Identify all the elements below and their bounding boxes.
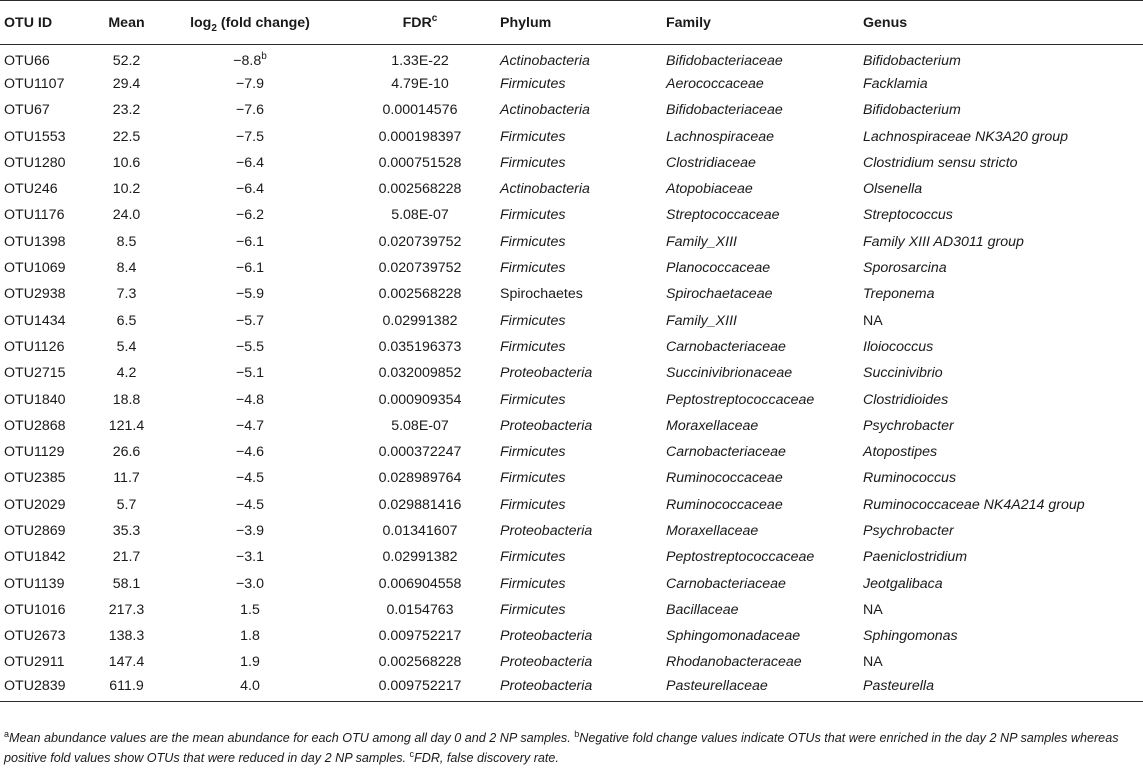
cell-phylum: Firmicutes	[500, 575, 566, 592]
cell-fdr: 0.029881416	[378, 496, 462, 513]
footnote-a-text: Mean abundance values are the mean abundance for each OTU among all day 0 and 2 NP samples.	[9, 731, 575, 745]
cell-mean: 5.4	[116, 338, 137, 355]
cell-fdr: 0.009752217	[378, 628, 462, 645]
cell-otu-id: OTU1129	[4, 444, 65, 461]
table-row	[0, 123, 1143, 149]
cell-genus: NA	[863, 601, 883, 618]
cell-fdr: 0.002568228	[378, 181, 462, 198]
cell-mean: 52.2	[112, 52, 141, 69]
cell-family: Spirochaetaceae	[666, 286, 773, 303]
table-row	[0, 386, 1143, 412]
cell-log2-fold-change: 1.8	[240, 628, 260, 645]
cell-phylum: Firmicutes	[500, 601, 566, 618]
cell-log2-fold-change: −6.2	[235, 207, 264, 224]
cell-mean: 10.6	[112, 154, 141, 171]
cell-family: Sphingomonadaceae	[666, 628, 801, 645]
cell-family: Family_XIII	[666, 312, 737, 329]
cell-family: Aerococcaceae	[666, 75, 764, 92]
cell-mean: 35.3	[112, 522, 141, 539]
cell-fdr: 0.02991382	[382, 312, 458, 329]
cell-genus: Succinivibrio	[863, 365, 943, 382]
cell-log2-fold-change: 4.0	[160, 676, 340, 702]
header-phylum: Phylum	[500, 1, 666, 45]
footnote-c-mark: c	[409, 749, 415, 759]
table-row	[0, 413, 1143, 439]
cell-log2-fold-change: −6.1	[235, 260, 264, 277]
cell-phylum: Firmicutes	[500, 312, 566, 329]
cell-family: Succinivibrionaceae	[666, 365, 793, 382]
cell-mean: 121.4	[108, 417, 145, 434]
table-row	[0, 465, 1143, 491]
cell-phylum: Proteobacteria	[500, 365, 593, 382]
cell-phylum: Proteobacteria	[500, 628, 593, 645]
cell-mean: 7.3	[116, 286, 137, 303]
cell-phylum: Firmicutes	[500, 470, 566, 487]
footnote-b-mark: b	[574, 729, 580, 739]
cell-fdr: 4.79E-10	[391, 75, 449, 92]
cell-fdr: 1.33E-22	[391, 52, 449, 69]
cell-genus: Ruminococcaceae NK4A214 group	[863, 496, 1085, 513]
cell-genus: Streptococcus	[863, 207, 953, 224]
cell-fdr: 0.020739752	[378, 260, 462, 277]
cell-mean: 147.4	[108, 654, 145, 671]
cell-otu-id: OTU66	[4, 52, 50, 69]
cell-mean: 10.2	[112, 181, 141, 198]
cell-genus: Treponema	[863, 286, 935, 303]
cell-family: Carnobacteriaceae	[666, 575, 786, 592]
cell-genus: NA	[863, 654, 883, 671]
cell-otu-id: OTU1842	[4, 549, 66, 566]
cell-log2-fold-change: −3.1	[235, 549, 264, 566]
cell-family: Clostridiaceae	[666, 154, 756, 171]
cell-genus: Bifidobacterium	[863, 52, 961, 69]
cell-otu-id: OTU1176	[4, 207, 65, 224]
cell-phylum: Proteobacteria	[500, 676, 666, 702]
cell-otu-id: OTU1139	[4, 575, 65, 592]
cell-log2-fold-change: −3.9	[235, 522, 264, 539]
cell-otu-id: OTU2673	[4, 628, 66, 645]
cell-phylum: Firmicutes	[500, 207, 566, 224]
table-row	[0, 229, 1143, 255]
footnote-mark: b	[261, 50, 267, 62]
cell-phylum: Actinobacteria	[500, 181, 590, 198]
cell-genus: Ilοiococcus	[863, 338, 934, 355]
cell-log2-fold-change: −5.5	[235, 338, 264, 355]
footnote-a-mark: a	[4, 729, 10, 739]
cell-genus: Bifidobacterium	[863, 102, 961, 119]
table-row	[0, 649, 1143, 675]
cell-mean: 8.5	[116, 233, 137, 250]
header-genus: Genus	[863, 1, 1143, 45]
cell-otu-id: OTU1016	[4, 601, 66, 618]
cell-family: Moraxellaceae	[666, 522, 759, 539]
cell-family: Bifidobacteriaceae	[666, 52, 783, 69]
cell-mean: 217.3	[108, 601, 145, 618]
cell-log2-fold-change: −4.8	[235, 391, 264, 408]
cell-phylum: Firmicutes	[500, 260, 566, 277]
cell-otu-id: OTU1069	[4, 260, 66, 277]
cell-phylum: Firmicutes	[500, 391, 566, 408]
cell-log2-fold-change	[160, 45, 340, 71]
cell-family: Carnobacteriaceae	[666, 338, 786, 355]
table-row	[0, 492, 1143, 518]
table-row	[0, 334, 1143, 360]
cell-phylum: Proteobacteria	[500, 522, 593, 539]
table-row	[0, 439, 1143, 465]
cell-log2-fold-change: −6.4	[235, 154, 264, 171]
cell-mean: 26.6	[112, 444, 141, 461]
cell-otu-id: OTU2868	[4, 417, 66, 434]
table-row	[0, 45, 1143, 71]
cell-family: Carnobacteriaceae	[666, 444, 786, 461]
cell-otu-id: OTU2385	[4, 470, 66, 487]
cell-genus: Paeniclostridium	[863, 549, 968, 566]
cell-phylum: Firmicutes	[500, 233, 566, 250]
cell-log2-fold-change: −5.1	[235, 365, 264, 382]
cell-log2-fold-change: −5.9	[235, 286, 264, 303]
cell-log2-fold-change: −7.6	[235, 102, 264, 119]
table-row	[0, 255, 1143, 281]
cell-family: Bifidobacteriaceae	[666, 102, 783, 119]
cell-otu-id: OTU2911	[4, 654, 65, 671]
cell-genus: Ruminococcus	[863, 470, 957, 487]
cell-otu-id: OTU1553	[4, 128, 66, 145]
cell-fdr: 0.00014576	[382, 102, 458, 119]
cell-family: Streptococcaceae	[666, 207, 780, 224]
cell-fdr: 0.002568228	[378, 654, 462, 671]
cell-fdr: 0.028989764	[378, 470, 462, 487]
cell-genus: Facklamia	[863, 75, 928, 92]
table-row	[0, 518, 1143, 544]
cell-phylum: Actinobacteria	[500, 52, 590, 69]
cell-fdr: 0.000372247	[378, 444, 462, 461]
header-fdr-label: FDR	[402, 14, 432, 31]
cell-mean: 4.2	[116, 365, 137, 382]
header-mean: Mean	[93, 1, 160, 45]
table-row	[0, 676, 1143, 702]
cell-fdr: 0.032009852	[378, 365, 462, 382]
cell-log2-fold-change: −6.4	[235, 181, 264, 198]
cell-log2-fold-change: −7.9	[235, 75, 264, 92]
cell-otu-id: OTU246	[4, 181, 58, 198]
cell-otu-id: OTU1398	[4, 233, 66, 250]
cell-otu-id: OTU2029	[4, 496, 66, 513]
cell-log2-fold-change: −4.5	[235, 496, 264, 513]
table-row	[0, 360, 1143, 386]
cell-otu-id: OTU2839	[0, 676, 93, 702]
cell-phylum: Firmicutes	[500, 154, 566, 171]
cell-otu-id: OTU1107	[4, 75, 65, 92]
cell-genus: Psychrobacter	[863, 522, 954, 539]
cell-genus: Sphingomonas	[863, 628, 958, 645]
table-body	[0, 45, 1143, 702]
cell-family: Ruminococcaceae	[666, 496, 783, 513]
cell-mean: 138.3	[108, 628, 145, 645]
cell-genus: Lachnospiraceae NK3A20 group	[863, 128, 1069, 145]
cell-otu-id: OTU1280	[4, 154, 66, 171]
cell-family: Peptostreptococcaceae	[666, 549, 815, 566]
header-log2-fold-change	[160, 1, 340, 45]
cell-phylum: Firmicutes	[500, 75, 566, 92]
cell-mean: 6.5	[116, 312, 137, 329]
cell-family: Lachnospiraceae	[666, 128, 775, 145]
table-row	[0, 71, 1143, 97]
cell-mean: 5.7	[116, 496, 137, 513]
cell-log2-fold-change: −4.5	[235, 470, 264, 487]
cell-fdr: 5.08E-07	[391, 417, 449, 434]
cell-genus: Clostridium sensu stricto	[863, 154, 1018, 171]
cell-fdr: 0.006904558	[378, 575, 462, 592]
cell-mean: 8.4	[116, 260, 137, 277]
cell-log2-fold-change: −3.0	[235, 575, 264, 592]
header-family: Family	[666, 1, 863, 45]
footnote-c-text: FDR, false discovery rate.	[414, 751, 559, 765]
cell-mean: 23.2	[112, 102, 141, 119]
cell-otu-id: OTU1126	[4, 338, 65, 355]
cell-fdr: 0.035196373	[378, 338, 462, 355]
cell-fdr: 5.08E-07	[391, 207, 449, 224]
cell-mean: 24.0	[112, 207, 141, 224]
cell-otu-id: OTU2715	[4, 365, 66, 382]
cell-phylum: Firmicutes	[500, 444, 566, 461]
cell-family: Planococcaceae	[666, 260, 771, 277]
cell-family: Rhodanobacteraceae	[666, 654, 802, 671]
cell-genus: NA	[863, 312, 883, 329]
cell-phylum: Firmicutes	[500, 338, 566, 355]
table-row	[0, 176, 1143, 202]
cell-fdr: 0.002568228	[378, 286, 462, 303]
cell-family: Ruminococcaceae	[666, 470, 783, 487]
cell-mean: 58.1	[112, 575, 141, 592]
cell-otu-id: OTU1434	[4, 312, 66, 329]
cell-phylum: Spirochaetes	[500, 286, 583, 303]
table-row	[0, 307, 1143, 333]
cell-log2-fold-change: −7.5	[235, 128, 264, 145]
cell-log2-fold-change: −4.6	[235, 444, 264, 461]
cell-fdr: 0.0154763	[386, 601, 454, 618]
cell-mean: 18.8	[112, 391, 141, 408]
cell-fdr: 0.000751528	[378, 154, 462, 171]
cell-fdr: 0.020739752	[378, 233, 462, 250]
cell-fdr: 0.01341607	[382, 522, 458, 539]
cell-otu-id: OTU67	[4, 102, 50, 119]
cell-mean: 21.7	[112, 549, 141, 566]
cell-fdr: 0.02991382	[382, 549, 458, 566]
table-row	[0, 202, 1143, 228]
cell-genus: Clostridioides	[863, 391, 949, 408]
cell-mean: 29.4	[112, 75, 141, 92]
header-log2-subscript: 2	[211, 22, 217, 34]
cell-family: Pasteurellaceae	[666, 676, 863, 702]
cell-mean: 11.7	[113, 470, 140, 487]
cell-phylum: Actinobacteria	[500, 102, 590, 119]
cell-phylum: Firmicutes	[500, 549, 566, 566]
header-otu-id: OTU ID	[0, 1, 93, 45]
table-row	[0, 97, 1143, 123]
cell-otu-id: OTU2938	[4, 286, 66, 303]
cell-log2-fold-change: −6.1	[235, 233, 264, 250]
cell-fdr: 0.000198397	[378, 128, 462, 145]
header-fdr-footnote-mark: c	[431, 12, 438, 24]
cell-family: Family_XIII	[666, 233, 737, 250]
cell-otu-id: OTU1840	[4, 391, 66, 408]
cell-genus: Atopostipes	[863, 444, 938, 461]
table-row	[0, 281, 1143, 307]
table-row	[0, 544, 1143, 570]
cell-fdr: 0.009752217	[340, 676, 500, 702]
cell-fdr: 0.000909354	[378, 391, 462, 408]
table-footnotes	[4, 729, 1138, 769]
cell-otu-id: OTU2869	[4, 522, 66, 539]
cell-log2-value: −8.8	[233, 52, 262, 69]
table-row	[0, 623, 1143, 649]
cell-log2-fold-change: −4.7	[235, 417, 264, 434]
cell-log2-fold-change: 1.5	[240, 601, 260, 618]
cell-phylum: Proteobacteria	[500, 654, 593, 671]
cell-family: Bacillaceae	[666, 601, 739, 618]
table-row	[0, 570, 1143, 596]
cell-genus: Jeotgalibaca	[863, 575, 943, 592]
table-row	[0, 597, 1143, 623]
footnote-b-text: Negative fold change values indicate OTUs that were enriched in the day 2 NP samples whereas positive fold values show OTUs that were reduced in day 2 NP samples.	[4, 731, 1119, 765]
cell-genus: Pasteurella	[863, 676, 1143, 702]
cell-genus: Family XIII AD3011 group	[863, 233, 1024, 250]
cell-mean: 611.9	[93, 676, 160, 702]
cell-family: Atopobiaceae	[666, 181, 753, 198]
cell-mean: 22.5	[112, 128, 141, 145]
header-log2-suffix: (fold change)	[216, 14, 310, 31]
table-row	[0, 150, 1143, 176]
cell-phylum: Firmicutes	[500, 496, 566, 513]
header-row	[0, 1, 1143, 45]
cell-log2-fold-change: −5.7	[235, 312, 264, 329]
cell-family: Peptostreptococcaceae	[666, 391, 815, 408]
cell-genus: Psychrobacter	[863, 417, 954, 434]
header-log2-prefix: log	[190, 14, 212, 31]
header-fdr	[340, 1, 500, 45]
cell-phylum: Proteobacteria	[500, 417, 593, 434]
cell-phylum: Firmicutes	[500, 128, 566, 145]
cell-family: Moraxellaceae	[666, 417, 759, 434]
cell-genus: Sporosarcina	[863, 260, 947, 277]
cell-log2-fold-change: 1.9	[240, 654, 260, 671]
cell-genus: Olsenella	[863, 181, 923, 198]
